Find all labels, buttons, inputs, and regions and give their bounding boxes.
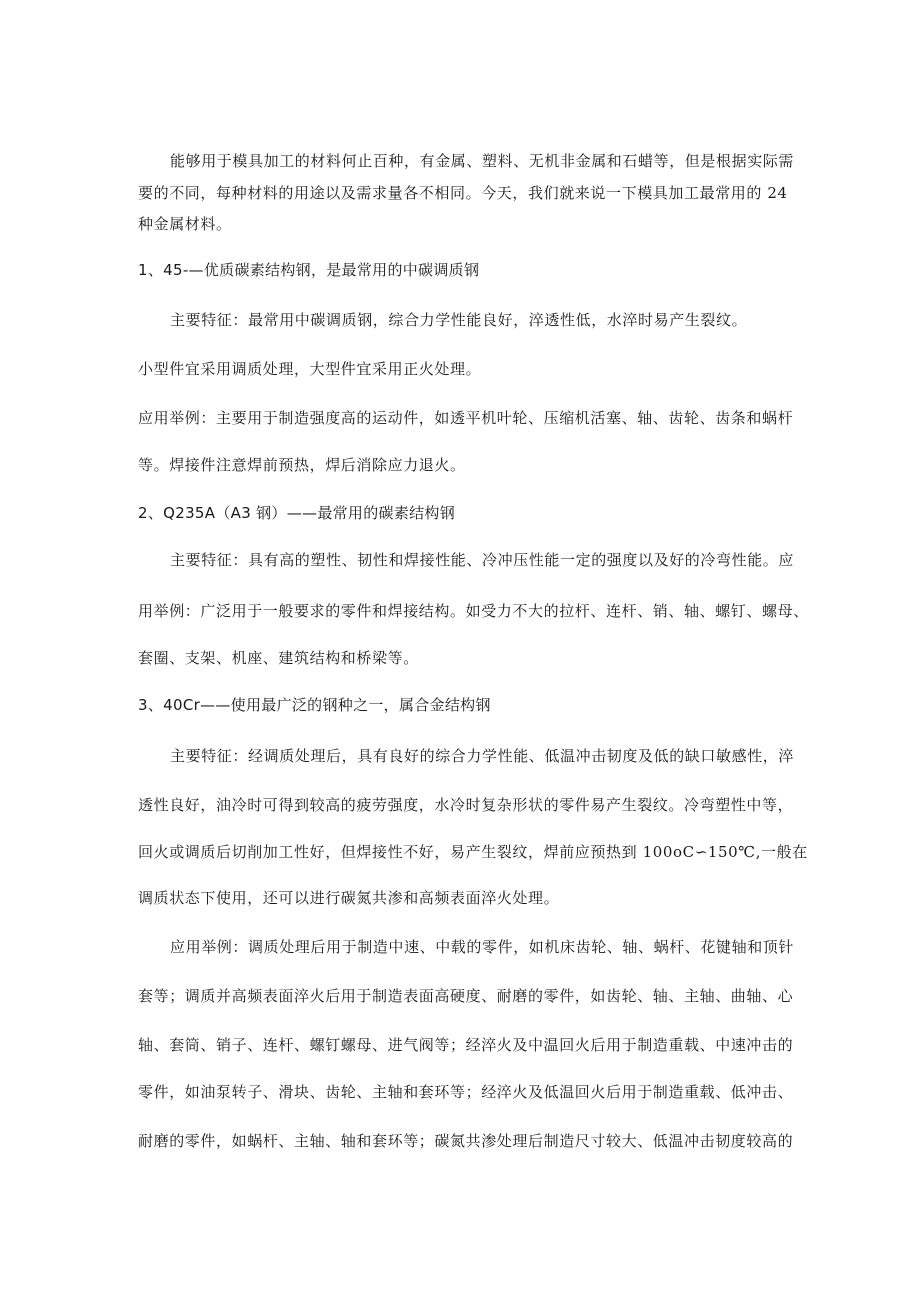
- paragraph-line: 回火或调质后切削加工性好，但焊接性不好，易产生裂纹，焊前应预热到 100oC∽150℃,一般在: [138, 843, 808, 861]
- intro-line: 种金属材料。: [138, 215, 232, 233]
- paragraph-line: 用举例：广泛用于一般要求的零件和焊接结构。如受力不大的拉杆、连杆、销、轴、螺钉、螺母、: [138, 602, 809, 620]
- paragraph-line: 轴、套筒、销子、连杆、螺钉螺母、进气阀等；经淬火及中温回火后用于制造重载、中速冲击的: [138, 1036, 794, 1054]
- paragraph-line: 调质状态下使用，还可以进行碳氮共渗和高频表面淬火处理。: [138, 889, 560, 907]
- intro-line: 能够用于模具加工的材料何止百种，有金属、塑料、无机非金属和石蜡等，但是根据实际需: [170, 152, 795, 170]
- paragraph-line: 等。焊接件注意焊前预热，焊后消除应力退火。: [138, 456, 466, 474]
- paragraph-line: 小型件宜采用调质处理，大型件宜采用正火处理。: [138, 360, 482, 378]
- paragraph-line: 透性良好，油冷时可得到较高的疲劳强度，水冷时复杂形状的零件易产生裂纹。冷弯塑性中等，: [138, 796, 794, 814]
- paragraph-line: 套圈、支架、机座、建筑结构和桥梁等。: [138, 649, 419, 667]
- paragraph-line: 零件，如油泵转子、滑块、齿轮、主轴和套环等；经淬火及低温回火后用于制造重载、低冲击、: [138, 1083, 794, 1101]
- paragraph-line: 耐磨的零件，如蜗杆、主轴、轴和套环等；碳氮共渗处理后制造尺寸较大、低温冲击韧度较高的: [138, 1132, 794, 1150]
- paragraph-line: 应用举例：主要用于制造强度高的运动件，如透平机叶轮、压缩机活塞、轴、齿轮、齿条和蜗杆: [138, 409, 794, 427]
- section-heading-45-steel: 1、45-—优质碳素结构钢，是最常用的中碳调质钢: [138, 261, 480, 279]
- section-heading-q235a: 2、Q235A（A3 钢）——最常用的碳素结构钢: [138, 504, 456, 522]
- section-heading-40cr: 3、40Cr——使用最广泛的钢种之一，属合金结构钢: [138, 696, 491, 714]
- intro-line: 要的不同，每种材料的用途以及需求量各不相同。今天，我们就来说一下模具加工最常用的 24: [138, 184, 788, 202]
- paragraph-line: 套等；调质并高频表面淬火后用于制造表面高硬度、耐磨的零件，如齿轮、轴、主轴、曲轴、心: [138, 987, 794, 1005]
- paragraph-line: 主要特征：经调质处理后，具有良好的综合力学性能、低温冲击韧度及低的缺口敏感性，淬: [170, 747, 795, 765]
- paragraph-line: 主要特征：具有高的塑性、韧性和焊接性能、冷冲压性能一定的强度以及好的冷弯性能。应: [170, 551, 795, 569]
- paragraph-line: 应用举例：调质处理后用于制造中速、中载的零件，如机床齿轮、轴、蜗杆、花键轴和顶针: [170, 938, 795, 956]
- paragraph-line: 主要特征：最常用中碳调质钢，综合力学性能良好，淬透性低，水淬时易产生裂纹。: [170, 311, 748, 329]
